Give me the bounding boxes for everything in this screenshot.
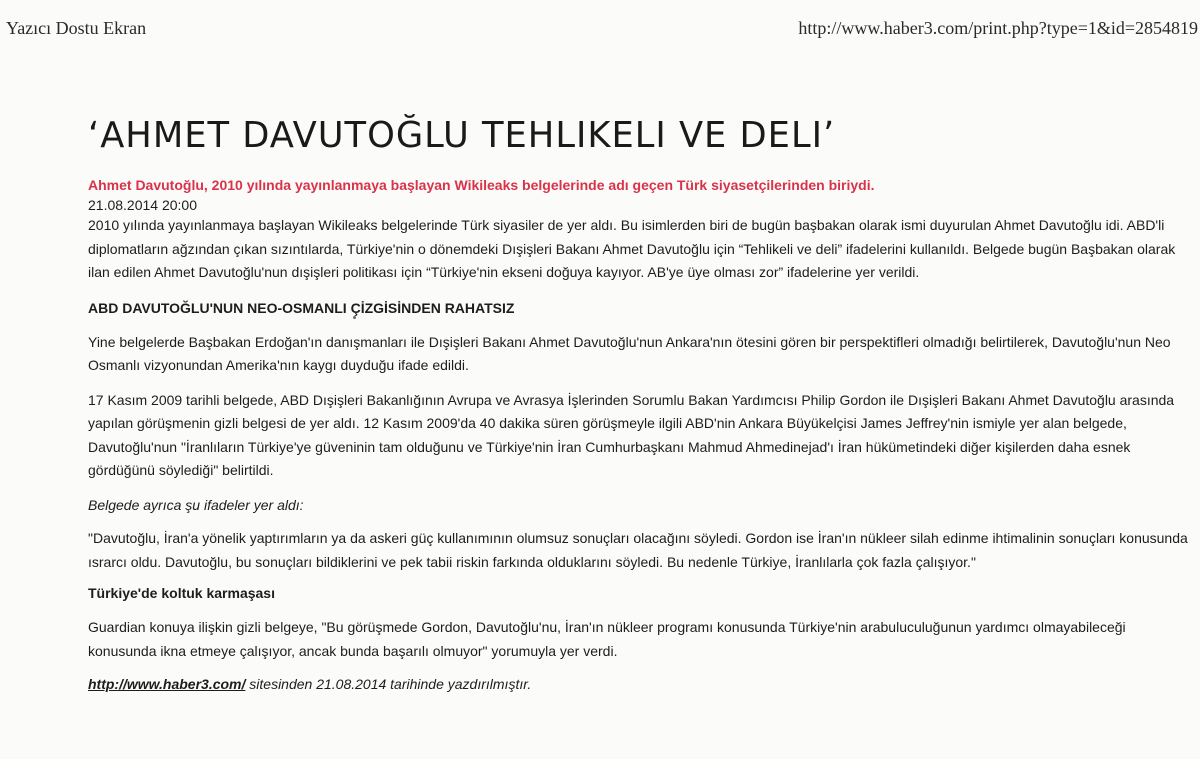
- print-header-url: http://www.haber3.com/print.php?type=1&id=2854819: [798, 18, 1198, 38]
- print-source-line: [88, 675, 1188, 693]
- article-date: 21.08.2014 20:00: [88, 197, 197, 213]
- article-intro: 2010 yılında yayınlanmaya başlayan Wikileaks belgelerinde Türk siyasiler de yer aldı. Bu isimlerden biri de bugün başbakan olarak ismi duyurulan Ahmet Davutoğlu idi. ABD'li diplomatların ağzından çıkan sızıntılarda, Türkiye'nin o dönemdeki Dışişleri Bakanı Ahmet Davutoğlu için “Tehlikeli ve deli” ifadelerini kullanıldı. Belgede bugün Başbakan olarak ilan edilen Ahmet Davutoğlu'nun dışişleri politikası için “Türkiye'nin ekseni doğuya kayıyor. AB'ye üye olması zor” ifadelerine yer verildi.: [88, 217, 1176, 280]
- section-title-seat-confusion: Türkiye'de koltuk karmaşası: [88, 585, 275, 601]
- source-link[interactable]: http://www.haber3.com/: [88, 676, 246, 692]
- print-header-title: Yazıcı Dostu Ekran: [6, 18, 147, 38]
- article-paragraph-italic: Belgede ayrıca şu ifadeler yer aldı:: [88, 496, 304, 513]
- article-headline: ‘AHMET DAVUTOĞLU TEHLIKELI VE DELI’: [88, 115, 836, 156]
- section-title-neo-ottoman: ABD DAVUTOĞLU'NUN NEO-OSMANLI ÇİZGİSİNDEN RAHATSIZ: [88, 299, 515, 316]
- article: [88, 110, 1188, 693]
- article-paragraph: Yine belgelerde Başbakan Erdoğan'ın danışmanları ile Dışişleri Bakanı Ahmet Davutoğlu'nun Ankara'nın ötesini gören bir perspektifleri olmadığı belirtilerek, Davutoğlu'nun Neo Osmanlı vizyonundan Amerika'nın kaygı duyduğu ifade edildi.: [88, 333, 1171, 373]
- article-spot: Ahmet Davutoğlu, 2010 yılında yayınlanmaya başlayan Wikileaks belgelerinde adı geçen Türk siyasetçilerinden biriydi.: [88, 177, 875, 193]
- source-suffix: sitesinden 21.08.2014 tarihinde yazdırılmıştır.: [245, 676, 532, 692]
- article-quote: "Davutoğlu, İran'a yönelik yaptırımların ya da askeri güç kullanımının olumsuz sonuçları olacağını söyledi. Gordon ise İran'ın nükleer silah edinme ihtimalinin sonuçları konusunda ısrarcı oldu. Davutoğlu, bu sonuçları bildiklerini ve pek tabii riskin farkında olduklarını söyledi. Bu nedenle Türkiye, İranlılarla çok fazla çalışıyor.": [88, 530, 1188, 570]
- article-paragraph: Guardian konuya ilişkin gizli belgeye, "Bu görüşmede Gordon, Davutoğlu'nu, İran'ın nükleer programı konusunda Türkiye'nin arabuluculuğunun yardımcı olmayabileceği konusunda ikna etmeye çalışıyor, ancak bunda başarılı olmuyor" yorumuyla yer verdi.: [88, 619, 1126, 659]
- article-paragraph: 17 Kasım 2009 tarihli belgede, ABD Dışişleri Bakanlığının Avrupa ve Avrasya İşlerinden Sorumlu Bakan Yardımcısı Philip Gordon ile Dışişleri Bakanı Ahmet Davutoğlu arasında yapılan görüşmenin gizli belgesi de yer aldı. 12 Kasım 2009'da 40 dakika süren görüşmeyle ilgili ABD'nin Ankara Büyükelçisi James Jeffrey'nin ismiyle yer alan belgede, Davutoğlu'nun "İranlıların Türkiye'ye güveninin tam olduğunu ve Türkiye'nin İran Cumhurbaşkanı Mahmud Ahmedinejad'ı İran hükümetindeki diğer kişilerden daha esnek gördüğünü söylediği" belirtildi.: [88, 391, 1175, 478]
